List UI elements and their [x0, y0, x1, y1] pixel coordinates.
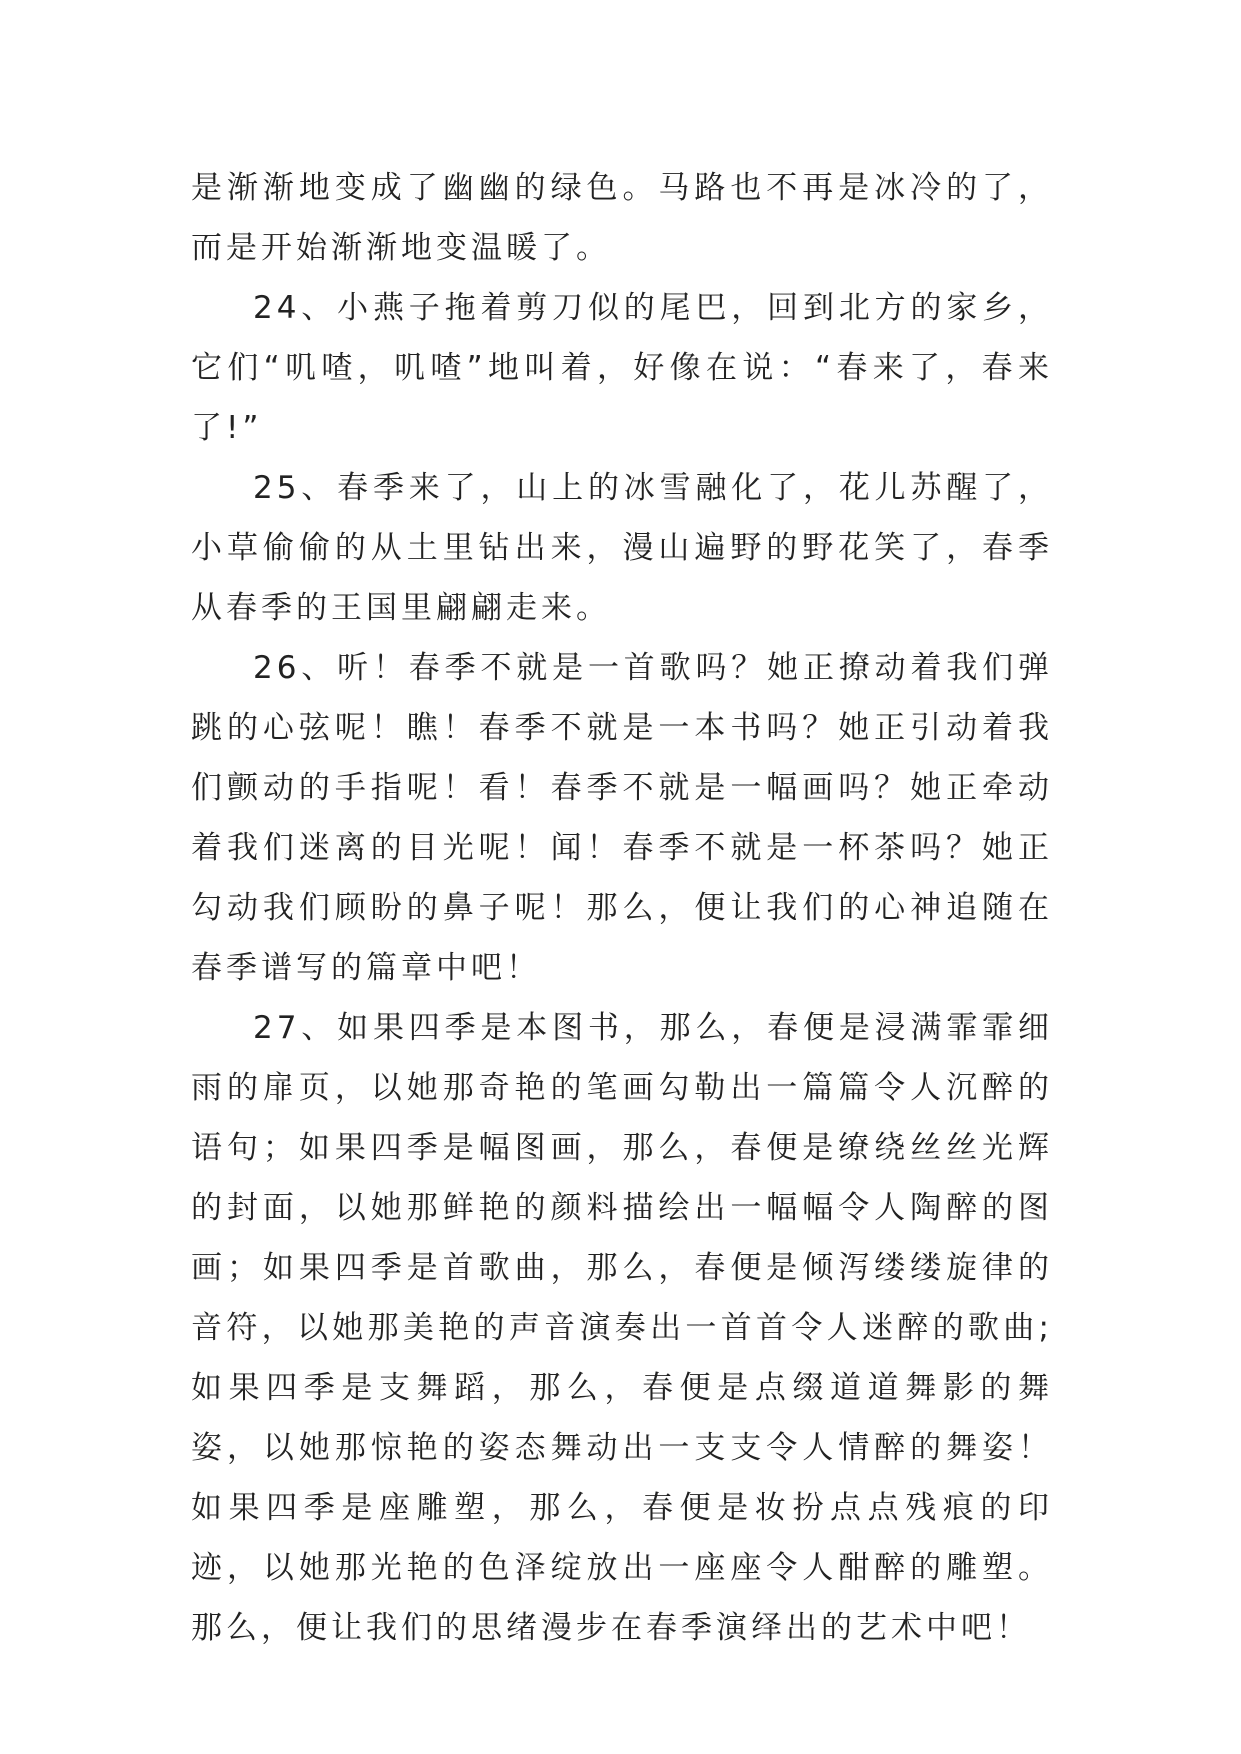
paragraph-24: 24、小燕子拖着剪刀似的尾巴，回到北方的家乡，它们“叽喳，叽喳”地叫着，好像在说：“春来了，春来了!” [191, 290, 1053, 446]
paragraph-25: 25、春季来了，山上的冰雪融化了，花儿苏醒了，小草偷偷的从土里钻出来，漫山遍野的野花笑了，春季从春季的王国里翩翩走来。 [191, 470, 1053, 626]
body-text [191, 158, 1053, 1658]
paragraph-27: 27、如果四季是本图书，那么，春便是浸满霏霏细雨的扉页，以她那奇艳的笔画勾勒出一篇篇令人沉醉的语句；如果四季是幅图画，那么，春便是缭绕丝丝光辉的封面，以她那鲜艳的颜料描绘出一幅幅令人陶醉的图画；如果四季是首歌曲，那么，春便是倾泻缕缕旋律的音符，以她那美艳的声音演奏出一首首令人迷醉的歌曲;如果四季是支舞蹈，那么，春便是点缀道道舞影的舞姿，以她那惊艳的姿态舞动出一支支令人情醉的舞姿！如果四季是座雕塑，那么，春便是妆扮点点残痕的印迹，以她那光艳的色泽绽放出一座座令人酣醉的雕塑。那么，便让我们的思绪漫步在春季演绎出的艺术中吧！ [191, 1010, 1053, 1646]
paragraph-continuation: 是渐渐地变成了幽幽的绿色。马路也不再是冰冷的了，而是开始渐渐地变温暖了。 [191, 170, 1053, 266]
paragraph-26: 26、听！春季不就是一首歌吗？她正撩动着我们弹跳的心弦呢！瞧！春季不就是一本书吗？她正引动着我们颤动的手指呢！看！春季不就是一幅画吗？她正牵动着我们迷离的目光呢！闻！春季不就是一杯茶吗？她正勾动我们顾盼的鼻子呢！那么，便让我们的心神追随在春季谱写的篇章中吧！ [191, 650, 1053, 986]
